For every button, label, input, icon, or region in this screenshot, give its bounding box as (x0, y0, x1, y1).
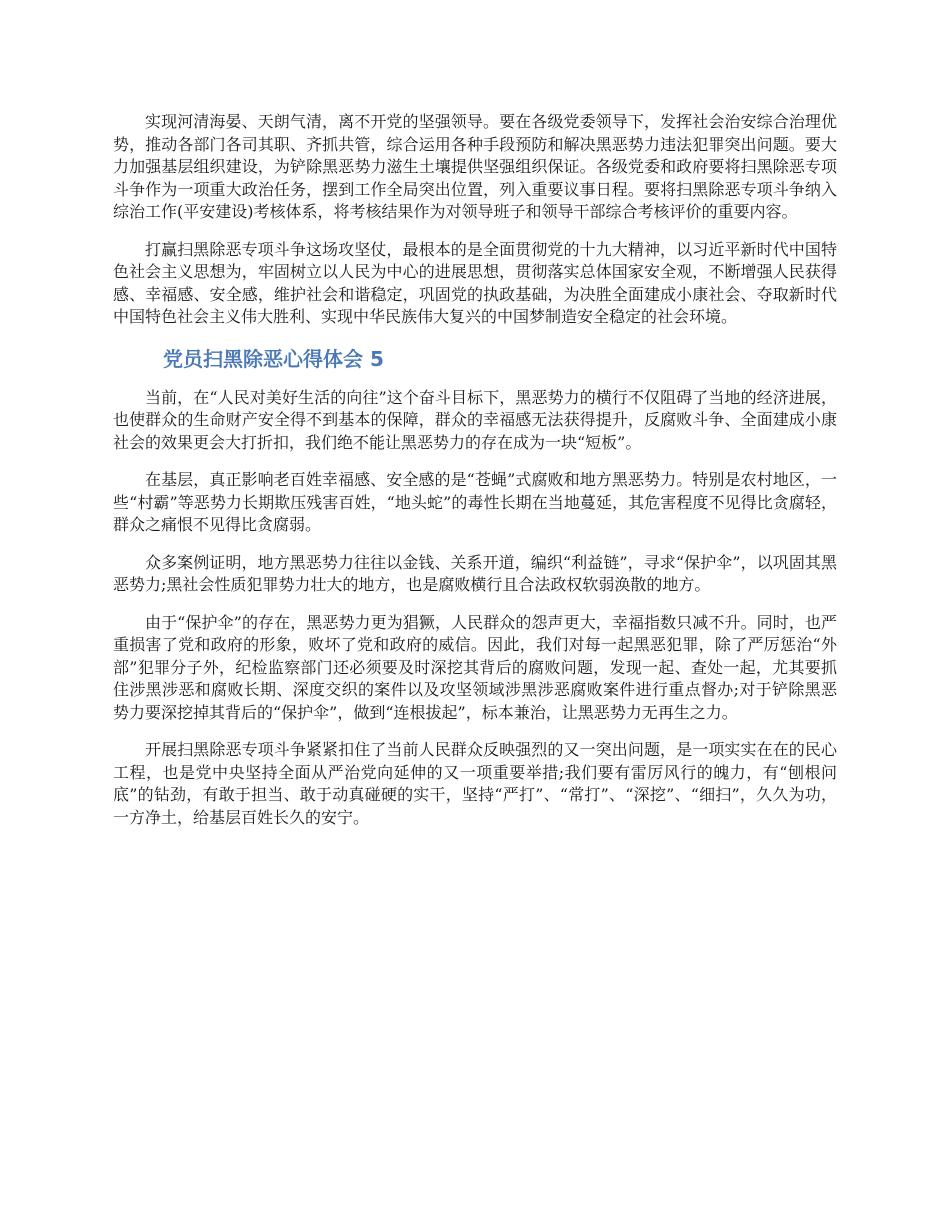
body-paragraph: 当前，在“人民对美好生活的向往”这个奋斗目标下，黑恶势力的横行不仅阻碍了当地的经济进展，也使群众的生命财产安全得不到基本的保障，群众的幸福感无法获得提升，反腐败斗争、全面建成小康社会的效果更会大打折扣，我们绝不能让黑恶势力的存在成为一块“短板”。 (113, 387, 837, 452)
body-paragraph: 由于“保护伞”的存在，黑恶势力更为猖獗，人民群众的怨声更大，幸福指数只减不升。同时，也严重损害了党和政府的形象，败坏了党和政府的威信。因此，我们对每一起黑恶犯罪，除了严厉惩治“外部”犯罪分子外，纪检监察部门还必须要及时深挖其背后的腐败问题，发现一起、查处一起，尤其要抓住涉黑涉恶和腐败长期、深度交织的案件以及攻坚领域涉黑涉恶腐败案件进行重点督办;对于铲除黑恶势力要深挖掉其背后的“保护伞”，做到“连根拔起”，标本兼治，让黑恶势力无再生之力。 (113, 612, 837, 722)
body-paragraph: 在基层，真正影响老百姓幸福感、安全感的是“苍蝇”式腐败和地方黑恶势力。特别是农村地区，一些“村霸”等恶势力长期欺压残害百姓，“地头蛇”的毒性长期在当地蔓延，其危害程度不见得比贪腐轻，群众之痛恨不见得比贪腐弱。 (113, 470, 837, 534)
document-body (113, 111, 837, 844)
body-paragraph: 实现河清海晏、天朗气清，离不开党的坚强领导。要在各级党委领导下，发挥社会治安综合治理优势，推动各部门各司其职、齐抓共管，综合运用各种手段预防和解决黑恶势力违法犯罪突出问题。要大力加强基层组织建设，为铲除黑恶势力滋生土壤提供坚强组织保证。各级党委和政府要将扫黑除恶专项斗争作为一项重大政治任务，摆到工作全局突出位置，列入重要议事日程。要将扫黑除恶专项斗争纳入综治工作(平安建设)考核体系，将考核结果作为对领导班子和领导干部综合考核评价的重要内容。 (113, 112, 837, 221)
section-heading: 党员扫黑除恶心得体会 5 (163, 346, 384, 371)
body-paragraph: 众多案例证明，地方黑恶势力往往以金钱、关系开道，编织“利益链”，寻求“保护伞”，以巩固其黑恶势力;黑社会性质犯罪势力壮大的地方，也是腐败横行且合法政权软弱涣散的地方。 (113, 552, 837, 594)
body-paragraph: 打赢扫黑除恶专项斗争这场攻坚仗，最根本的是全面贯彻党的十九大精神，以习近平新时代中国特色社会主义思想为，牢固树立以人民为中心的进展思想，贯彻落实总体国家安全观，不断增强人民获得感、幸福感、安全感，维护社会和谐稳定，巩固党的执政基础，为决胜全面建成小康社会、夺取新时代中国特色社会主义伟大胜利、实现中华民族伟大复兴的中国梦制造安全稳定的社会环境。 (113, 239, 837, 326)
body-paragraph: 开展扫黑除恶专项斗争紧紧扣住了当前人民群众反映强烈的又一突出问题，是一项实实在在的民心工程，也是党中央坚持全面从严治党向延伸的又一项重要举措;我们要有雷厉风行的魄力，有“刨根问底”的钻劲，有敢于担当、敢于动真碰硬的实干，坚持“严打”、“常打”、“深挖”、“细扫”，久久为功，一方净土，给基层百姓长久的安宁。 (113, 740, 837, 827)
